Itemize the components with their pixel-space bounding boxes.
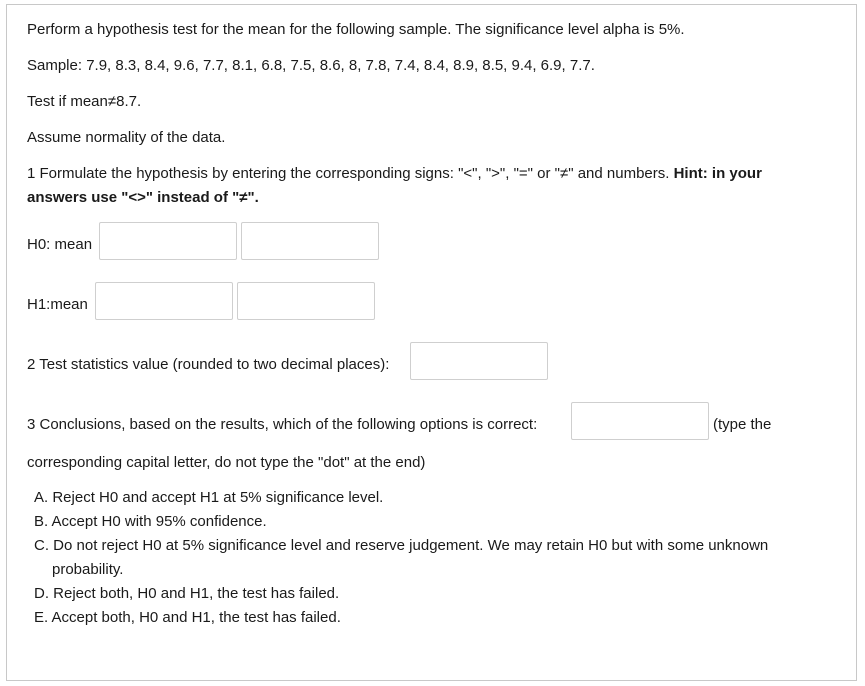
h0-value-input[interactable] — [241, 222, 379, 260]
q1-instructions — [27, 165, 762, 182]
option-d: D. Reject both, H0 and H1, the test has failed. — [34, 585, 340, 602]
q1-hint-continued: answers use "<>" instead of "≠". — [27, 189, 259, 206]
assumption-text: Assume normality of the data. — [27, 129, 226, 146]
option-e: E. Accept both, H0 and H1, the test has failed. — [34, 609, 341, 626]
h0-sign-input[interactable] — [99, 222, 237, 260]
q1-hint: Hint: in your — [673, 165, 762, 182]
q3-text: 3 Conclusions, based on the results, which of the following options is correct: — [27, 416, 538, 433]
test-statistic-input[interactable] — [410, 342, 548, 380]
h1-value-input[interactable] — [237, 282, 375, 320]
q1-text: 1 Formulate the hypothesis by entering the corresponding signs: "<", ">", "=" or "≠" and numbers. — [27, 165, 674, 182]
conclusion-input[interactable] — [571, 402, 709, 440]
option-b: B. Accept H0 with 95% confidence. — [34, 513, 267, 530]
h1-label: H1:mean — [27, 296, 88, 313]
q2-text: 2 Test statistics value (rounded to two decimal places): — [27, 356, 390, 373]
q3-after-box-text: (type the — [713, 416, 772, 433]
option-c: C. Do not reject H0 at 5% significance level and reserve judgement. We may retain H0 but with some unknown — [34, 537, 769, 554]
problem-statement: Perform a hypothesis test for the mean for the following sample. The significance level alpha is 5%. — [27, 21, 685, 38]
h0-label: H0: mean — [27, 236, 93, 253]
option-a: A. Reject H0 and accept H1 at 5% significance level. — [34, 489, 384, 506]
option-c-continued: probability. — [52, 561, 124, 578]
h1-sign-input[interactable] — [95, 282, 233, 320]
q3-continued: corresponding capital letter, do not type the "dot" at the end) — [27, 454, 426, 471]
test-claim: Test if mean≠8.7. — [27, 93, 142, 110]
sample-data: Sample: 7.9, 8.3, 8.4, 9.6, 7.7, 8.1, 6.8, 7.5, 8.6, 8, 7.8, 7.4, 8.4, 8.9, 8.5, 9.4, 6.9, 7.7. — [27, 57, 595, 74]
